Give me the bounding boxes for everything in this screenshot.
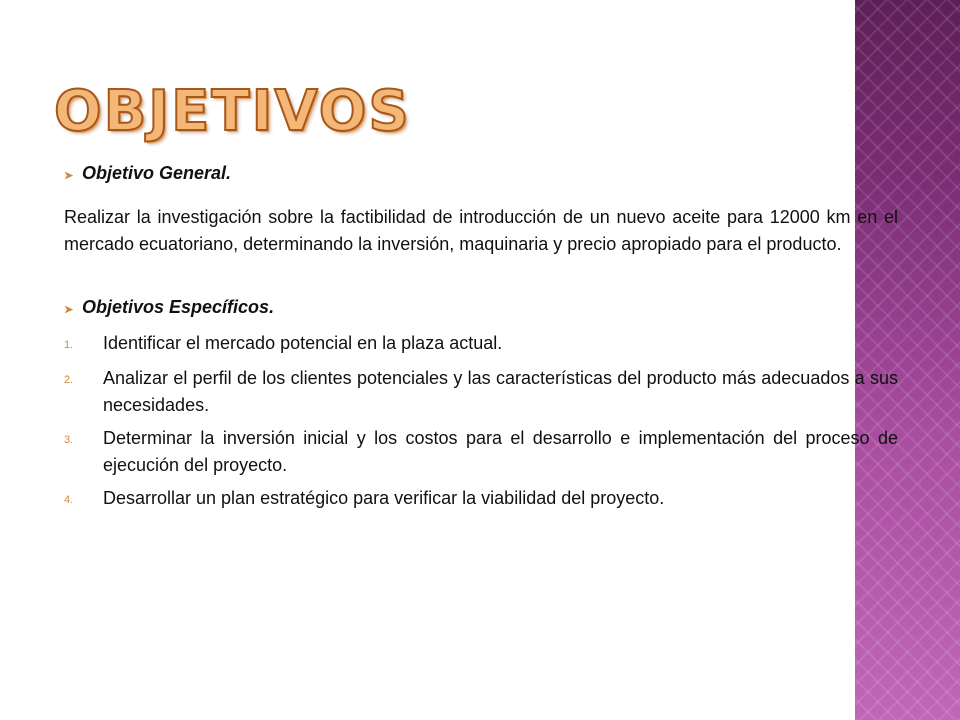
- item-text: Determinar la inversión inicial y los costos para el desarrollo e implementación del proceso de ejecución del proyecto.: [103, 428, 898, 475]
- specific-objectives-heading: [64, 294, 898, 324]
- list-item: [64, 425, 898, 479]
- item-number: 2.: [64, 374, 74, 386]
- list-item: [64, 365, 898, 419]
- list-item: [64, 485, 898, 514]
- slide-content: [64, 160, 898, 520]
- arrow-bullet-icon: ➤: [64, 170, 74, 182]
- slide-title: OBJETIVOS: [54, 79, 411, 144]
- list-item: [64, 330, 898, 359]
- general-objective-text: Realizar la investigación sobre la factibilidad de introducción de un nuevo aceite para 12000 km en el mercado ecuatoriano, determinando la inversión, maquinaria y precio apropiado para el producto.: [64, 207, 898, 254]
- item-number: 3.: [64, 434, 74, 446]
- item-text: Desarrollar un plan estratégico para verificar la viabilidad del proyecto.: [103, 488, 665, 508]
- specific-heading-text: Objetivos Específicos.: [82, 297, 275, 317]
- item-number: 4.: [64, 494, 74, 506]
- item-number: 1.: [64, 339, 74, 351]
- specific-objectives-list: [64, 330, 898, 514]
- item-text: Identificar el mercado potencial en la plaza actual.: [103, 333, 503, 353]
- general-objective-heading: [64, 160, 898, 190]
- item-text: Analizar el perfil de los clientes potenciales y las características del producto más adecuados a sus necesidades.: [103, 368, 898, 415]
- arrow-bullet-icon: ➤: [64, 304, 74, 316]
- general-heading-text: Objetivo General.: [82, 163, 232, 183]
- spacer: [64, 258, 898, 294]
